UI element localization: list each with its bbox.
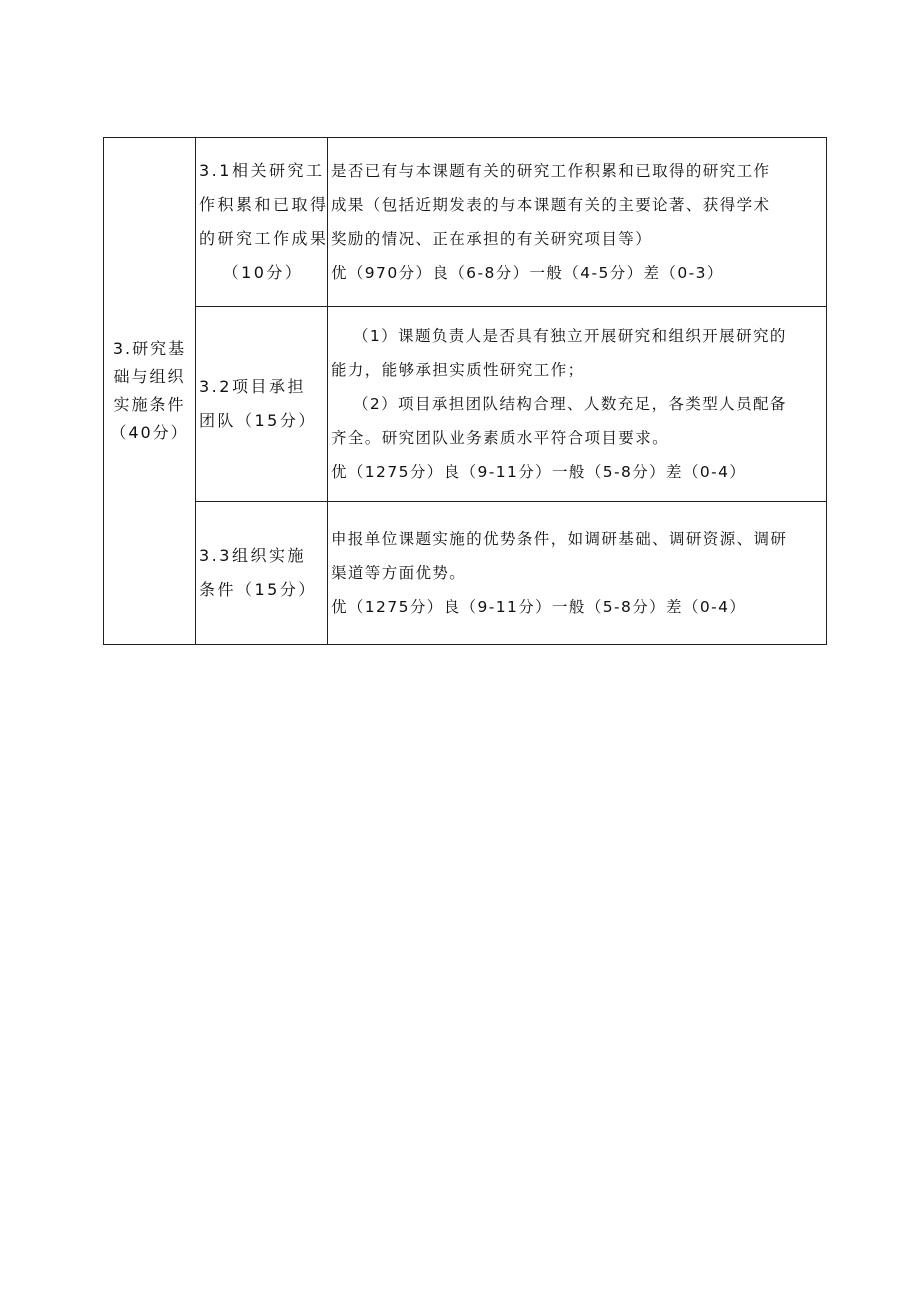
item-cell-3-1 <box>196 138 328 307</box>
item-line: 作积累和已取得 <box>199 195 329 214</box>
category-line: 础与组织 <box>113 367 186 386</box>
item-line: 3.1相关研究工 <box>199 161 325 180</box>
description-cell-3-2 <box>328 307 827 502</box>
category-line: 实施条件 <box>113 395 186 414</box>
description-line: （2）项目承担团队结构合理、人数充足，各类型人员配备 <box>353 395 787 413</box>
description-line: （1）课题负责人是否具有独立开展研究和组织开展研究的 <box>353 327 787 345</box>
scoring-criteria-table <box>103 137 827 645</box>
description-line: 成果（包括近期发表的与本课题有关的主要论著、获得学术 <box>331 196 771 214</box>
description-cell-3-3 <box>328 502 827 645</box>
description-line: 奖励的情况、正在承担的有关研究项目等） <box>331 230 653 248</box>
score-scale: 优（1275分）良（9-11分）一般（5-8分）差（0-4） <box>331 463 747 481</box>
item-line: 3.3组织实施 <box>199 546 306 565</box>
description-line: 齐全。研究团队业务素质水平符合项目要求。 <box>331 429 670 447</box>
item-line: 的研究工作成果 <box>199 229 329 248</box>
category-cell <box>104 138 196 645</box>
item-line: 条件（15分） <box>199 580 317 599</box>
score-scale: 优（1275分）良（9-11分）一般（5-8分）差（0-4） <box>331 598 747 616</box>
category-line: （40分） <box>110 423 189 442</box>
table-row <box>104 307 827 502</box>
item-line: （10分） <box>222 263 304 282</box>
table-row <box>104 138 827 307</box>
category-line: 3.研究基 <box>112 339 187 358</box>
item-cell-3-2 <box>196 307 328 502</box>
description-line: 渠道等方面优势。 <box>331 564 467 582</box>
description-cell-3-1 <box>328 138 827 307</box>
item-cell-3-3 <box>196 502 328 645</box>
description-line: 申报单位课题实施的优势条件，如调研基础、调研资源、调研 <box>331 530 788 548</box>
table-row <box>104 502 827 645</box>
description-line: 能力，能够承担实质性研究工作； <box>331 361 585 379</box>
item-line: 团队（15分） <box>199 411 317 430</box>
item-line: 3.2项目承担 <box>199 377 306 396</box>
score-scale: 优（970分）良（6-8分）一般（4-5分）差（0-3） <box>331 264 724 282</box>
description-line: 是否已有与本课题有关的研究工作积累和已取得的研究工作 <box>331 162 771 180</box>
